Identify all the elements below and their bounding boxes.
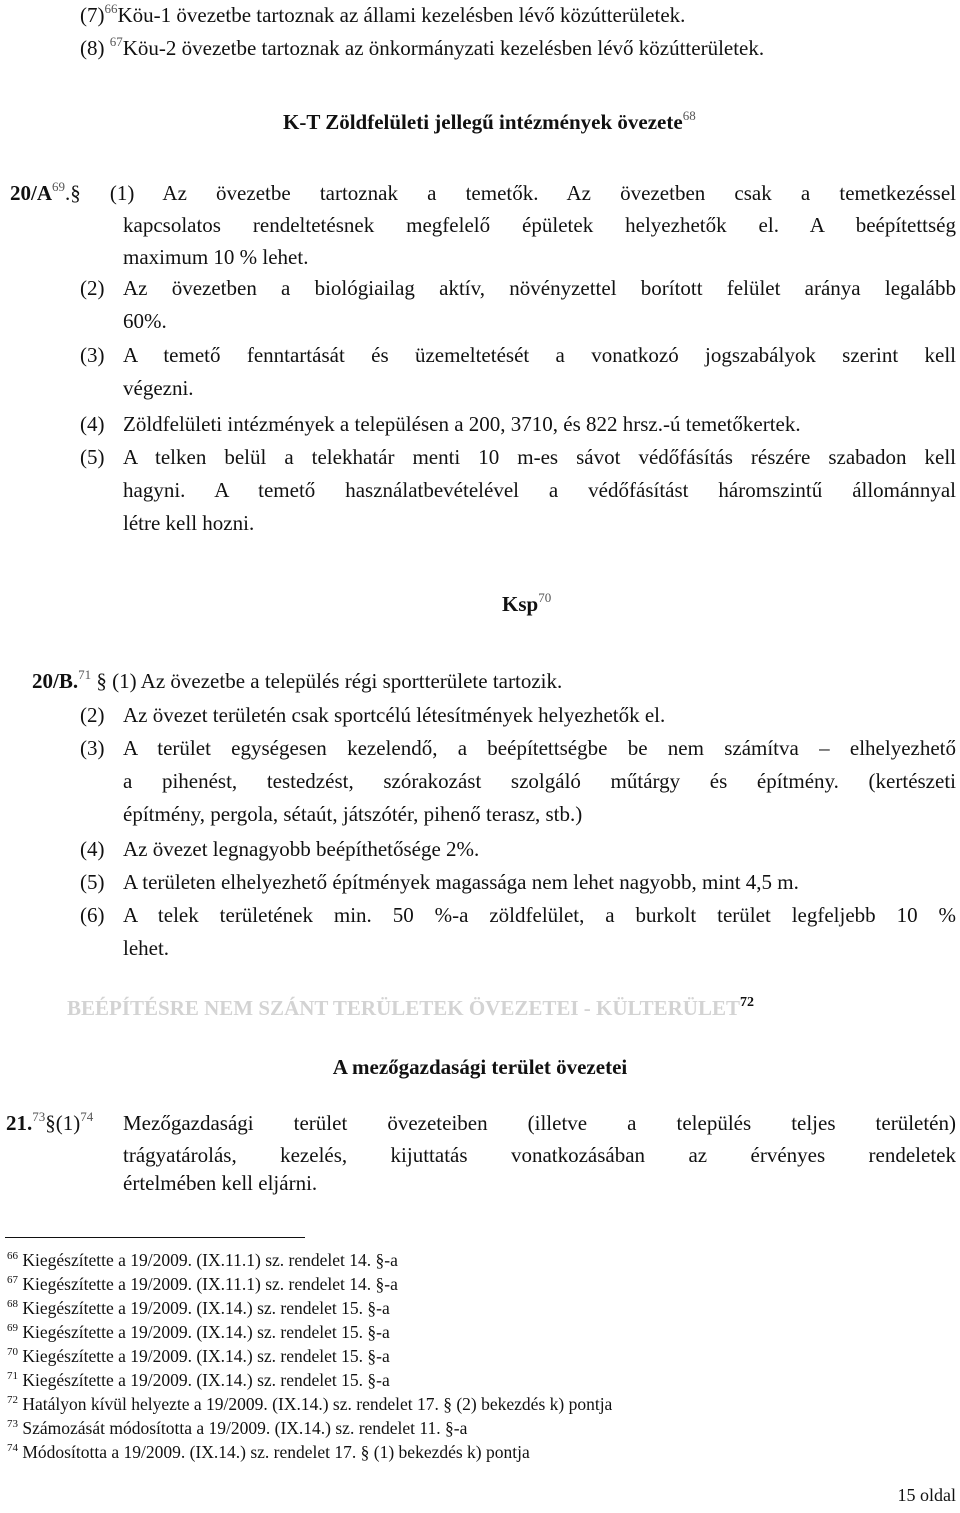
kt-paragraph-5: (5) A telken belül a telekhatár menti 10 m-es sávot védőfásítás részére szabadon kell hagyni. A temető használatbevételével a védőfásítást háromszintű állománnyal létre kell hozni. <box>80 445 956 535</box>
subheading-mezogazdasagi: A mezőgazdasági terület övezetei <box>332 1055 628 1079</box>
kt-paragraph-2: (2) Az övezetben a biológiailag aktív, növényzettel borított felület aránya legalább 60%. <box>80 276 956 333</box>
footnote-ref[interactable]: 66 <box>104 1 118 16</box>
section-21-number: $21.73\S(1)^{74}$ <box>6 1109 94 1135</box>
footnote-ref[interactable]: 73 <box>32 1109 46 1124</box>
footnote: $^{69}$ Kiegészítette a 19/2009. (IX.14.) sz. rendelet 15. §-a <box>7 1322 390 1342</box>
footnote-ref[interactable]: 71 <box>78 667 92 682</box>
ksp-paragraph-2: (2) Az övezet területén csak sportcélú létesítmények helyezhetők el. <box>80 703 666 727</box>
paragraph-text: Köu-1 övezetbe tartoznak az állami kezelésben lévő közútterületek. <box>117 3 686 27</box>
footnote-ref[interactable]: 68 <box>682 108 696 123</box>
section-heading-ksp: Ksp$^{70}$ <box>502 590 552 616</box>
footnote: $^{70}$ Kiegészítette a 19/2009. (IX.14.) sz. rendelet 15. §-a <box>7 1346 390 1366</box>
section-20a-line-1: $20/A^{69}.\S$ (1) Az övezetbe tartoznak a temetők. Az övezetben csak a temetkezéssel <box>10 179 956 205</box>
footnote-ref[interactable]: 70 <box>538 590 552 605</box>
section-20a-line-3: maximum 10 % lehet. <box>123 245 309 269</box>
footnote: $^{73}$ Számozását módosította a 19/2009. (IX.14.) sz. rendelet 11. §-a <box>7 1418 468 1438</box>
footnote-ref[interactable]: 72 <box>740 995 754 1010</box>
ksp-paragraph-5: (5) A területen elhelyezhető építmények magassága nem lehet nagyobb, mint 4,5 m. <box>80 870 799 894</box>
paragraph-number: (8) <box>80 36 105 60</box>
section-21-body: Mezőgazdasági terület övezeteiben (illetve a település teljes területén) trágyatárolás, kezelés, kijuttatás vonatkozásában az érvényes rendeletek értelmében kell eljárni. <box>123 1111 956 1195</box>
paragraph-7 <box>80 3 685 28</box>
paragraph-number: (7) <box>80 3 105 27</box>
paragraph-8 <box>80 36 764 61</box>
kt-paragraph-4: (4) Zöldfelületi intézmények a településen a 200, 3710, és 822 hrsz.-ú temetőkertek. <box>80 412 801 436</box>
footnote-ref[interactable]: 67 <box>109 34 123 49</box>
kt-paragraph-3: (3) A temető fenntartását és üzemeltetését a vonatkozó jogszabályok szerint kell végezni. <box>80 343 956 400</box>
page-number: 15 oldal <box>897 1485 956 1505</box>
footnote-ref[interactable]: 69 <box>52 179 65 194</box>
paragraph-text: Köu-2 övezetbe tartoznak az önkormányzati kezelésben lévő közútterületek. <box>122 36 765 60</box>
ksp-paragraph-6: (6) A telek területének min. 50 %-a zöldfelület, a burkolt terület legfeljebb 10 % lehet. <box>80 903 956 960</box>
section-20a-line-2: kapcsolatos rendeltetésnek megfelelő épületek helyezhetők el. A beépítettség <box>123 213 956 237</box>
section-number: 20/B. <box>32 669 79 693</box>
section-20b-line-1: 20/B.$^{71}$ § (1) Az övezetbe a település régi sportterülete tartozik. <box>32 667 563 693</box>
footnote-separator <box>5 1237 305 1238</box>
footnote: $^{67}$ Kiegészítette a 19/2009. (IX.11.1) sz. rendelet 14. §-a <box>7 1274 398 1294</box>
section-heading-kt: K-T Zöldfelületi jellegű intézmények övezete$^{68}$ <box>283 108 696 134</box>
footnote: $^{68}$ Kiegészítette a 19/2009. (IX.14.) sz. rendelet 15. §-a <box>7 1298 390 1318</box>
section-heading-kulterulet: BEÉPÍTÉSRE NEM SZÁNT TERÜLETEK ÖVEZETEI - KÜLTERÜLET$^{72}$ <box>67 995 754 1020</box>
ksp-paragraph-4: (4) Az övezet legnagyobb beépíthetősége 2%. <box>80 837 480 861</box>
footnote-ref[interactable]: 74 <box>80 1109 94 1124</box>
footnote: $^{72}$ Hatályon kívül helyezte a 19/2009. (IX.14.) sz. rendelet 17. § (2) bekezdés k) pontja <box>7 1394 613 1414</box>
footnote: $^{71}$ Kiegészítette a 19/2009. (IX.14.) sz. rendelet 15. §-a <box>7 1370 390 1390</box>
footnote: $^{74}$ Módosította a 19/2009. (IX.14.) sz. rendelet 17. § (1) bekezdés k) pontja <box>7 1442 530 1462</box>
footnote: $^{66}$ Kiegészítette a 19/2009. (IX.11.1) sz. rendelet 14. §-a <box>7 1250 398 1270</box>
section-number: 20/A <box>10 181 52 205</box>
ksp-paragraph-3: (3) A terület egységesen kezelendő, a beépítettségbe be nem számítva – elhelyezhető a pihenést, testedzést, szórakozást szolgáló műtárgy és építmény. (kertészeti építmény, pergola, sétaút, játszótér, pihenő terasz, stb.) <box>80 736 956 826</box>
